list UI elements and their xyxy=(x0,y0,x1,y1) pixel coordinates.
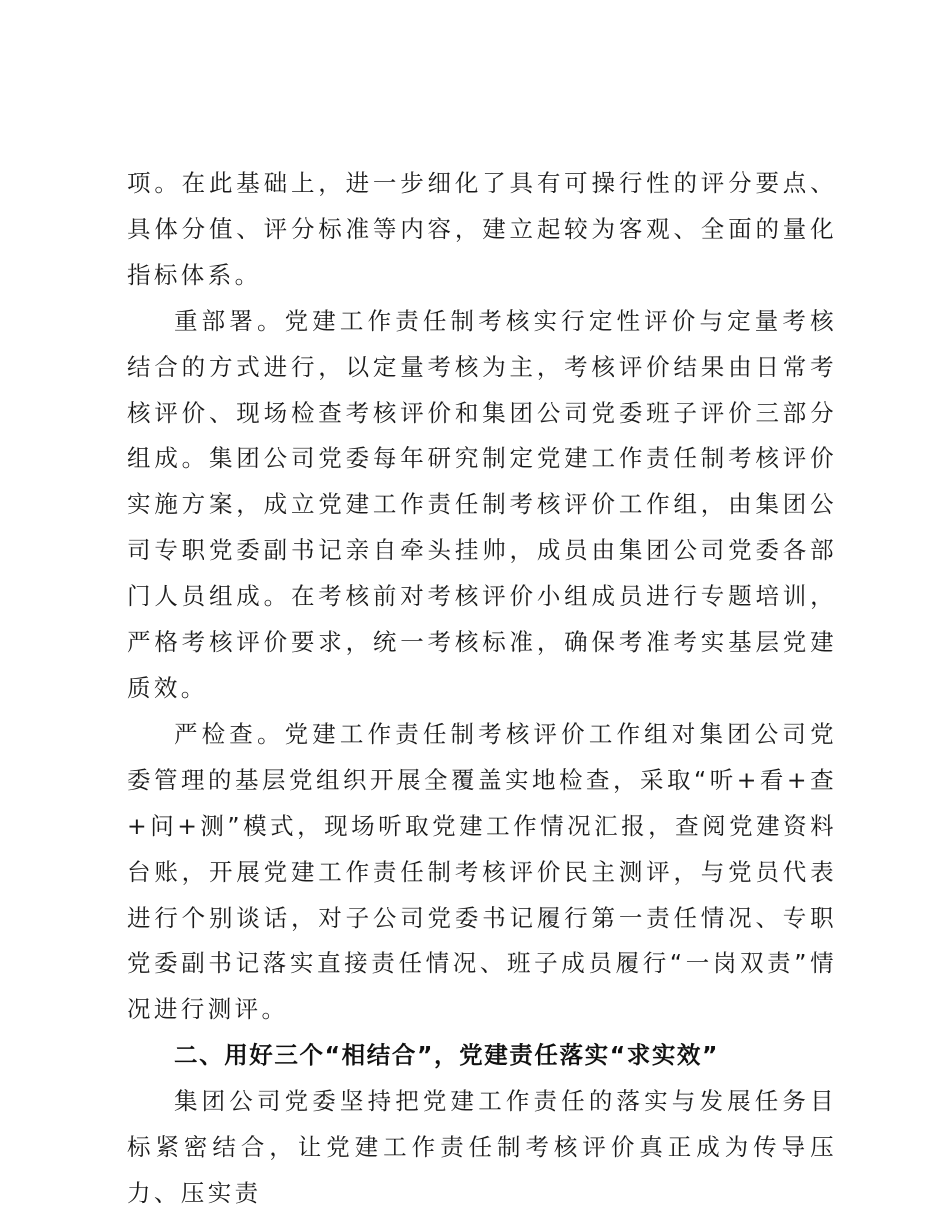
document-body xyxy=(127,161,837,1217)
paragraph-continuation: 项。在此基础上，进一步细化了具有可操行性的评分要点、具体分值、评分标准等内容，建立起较为客观、全面的量化指标体系。 xyxy=(127,169,837,289)
section-heading: 二、用好三个“相结合”，党建责任落实“求实效” xyxy=(174,1041,720,1070)
paragraph-closing: 集团公司党委坚持把党建工作责任的落实与发展任务目标紧密结合，让党建工作责任制考核评价真正成为传导压力、压实责 xyxy=(127,1087,837,1207)
paragraph-deployment: 重部署。党建工作责任制考核实行定性评价与定量考核结合的方式进行，以定量考核为主，考核评价结果由日常考核评价、现场检查考核评价和集团公司党委班子评价三部分组成。集团公司党委每年研究制定党建工作责任制考核评价实施方案，成立党建工作责任制考核评价工作组，由集团公司专职党委副书记亲自牵头挂帅，成员由集团公司党委各部门人员组成。在考核前对考核评价小组成员进行专题培训，严格考核评价要求，统一考核标准，确保考准考实基层党建质效。 xyxy=(127,306,837,702)
paragraph-inspection: 严检查。党建工作责任制考核评价工作组对集团公司党委管理的基层党组织开展全覆盖实地检查，采取“听+看+查+问+测”模式，现场听取党建工作情况汇报，查阅党建资料台账，开展党建工作责任制考核评价民主测评，与党员代表进行个别谈话，对子公司党委书记履行第一责任情况、专职党委副书记落实直接责任情况、班子成员履行“一岗双责”情况进行测评。 xyxy=(127,719,837,1024)
